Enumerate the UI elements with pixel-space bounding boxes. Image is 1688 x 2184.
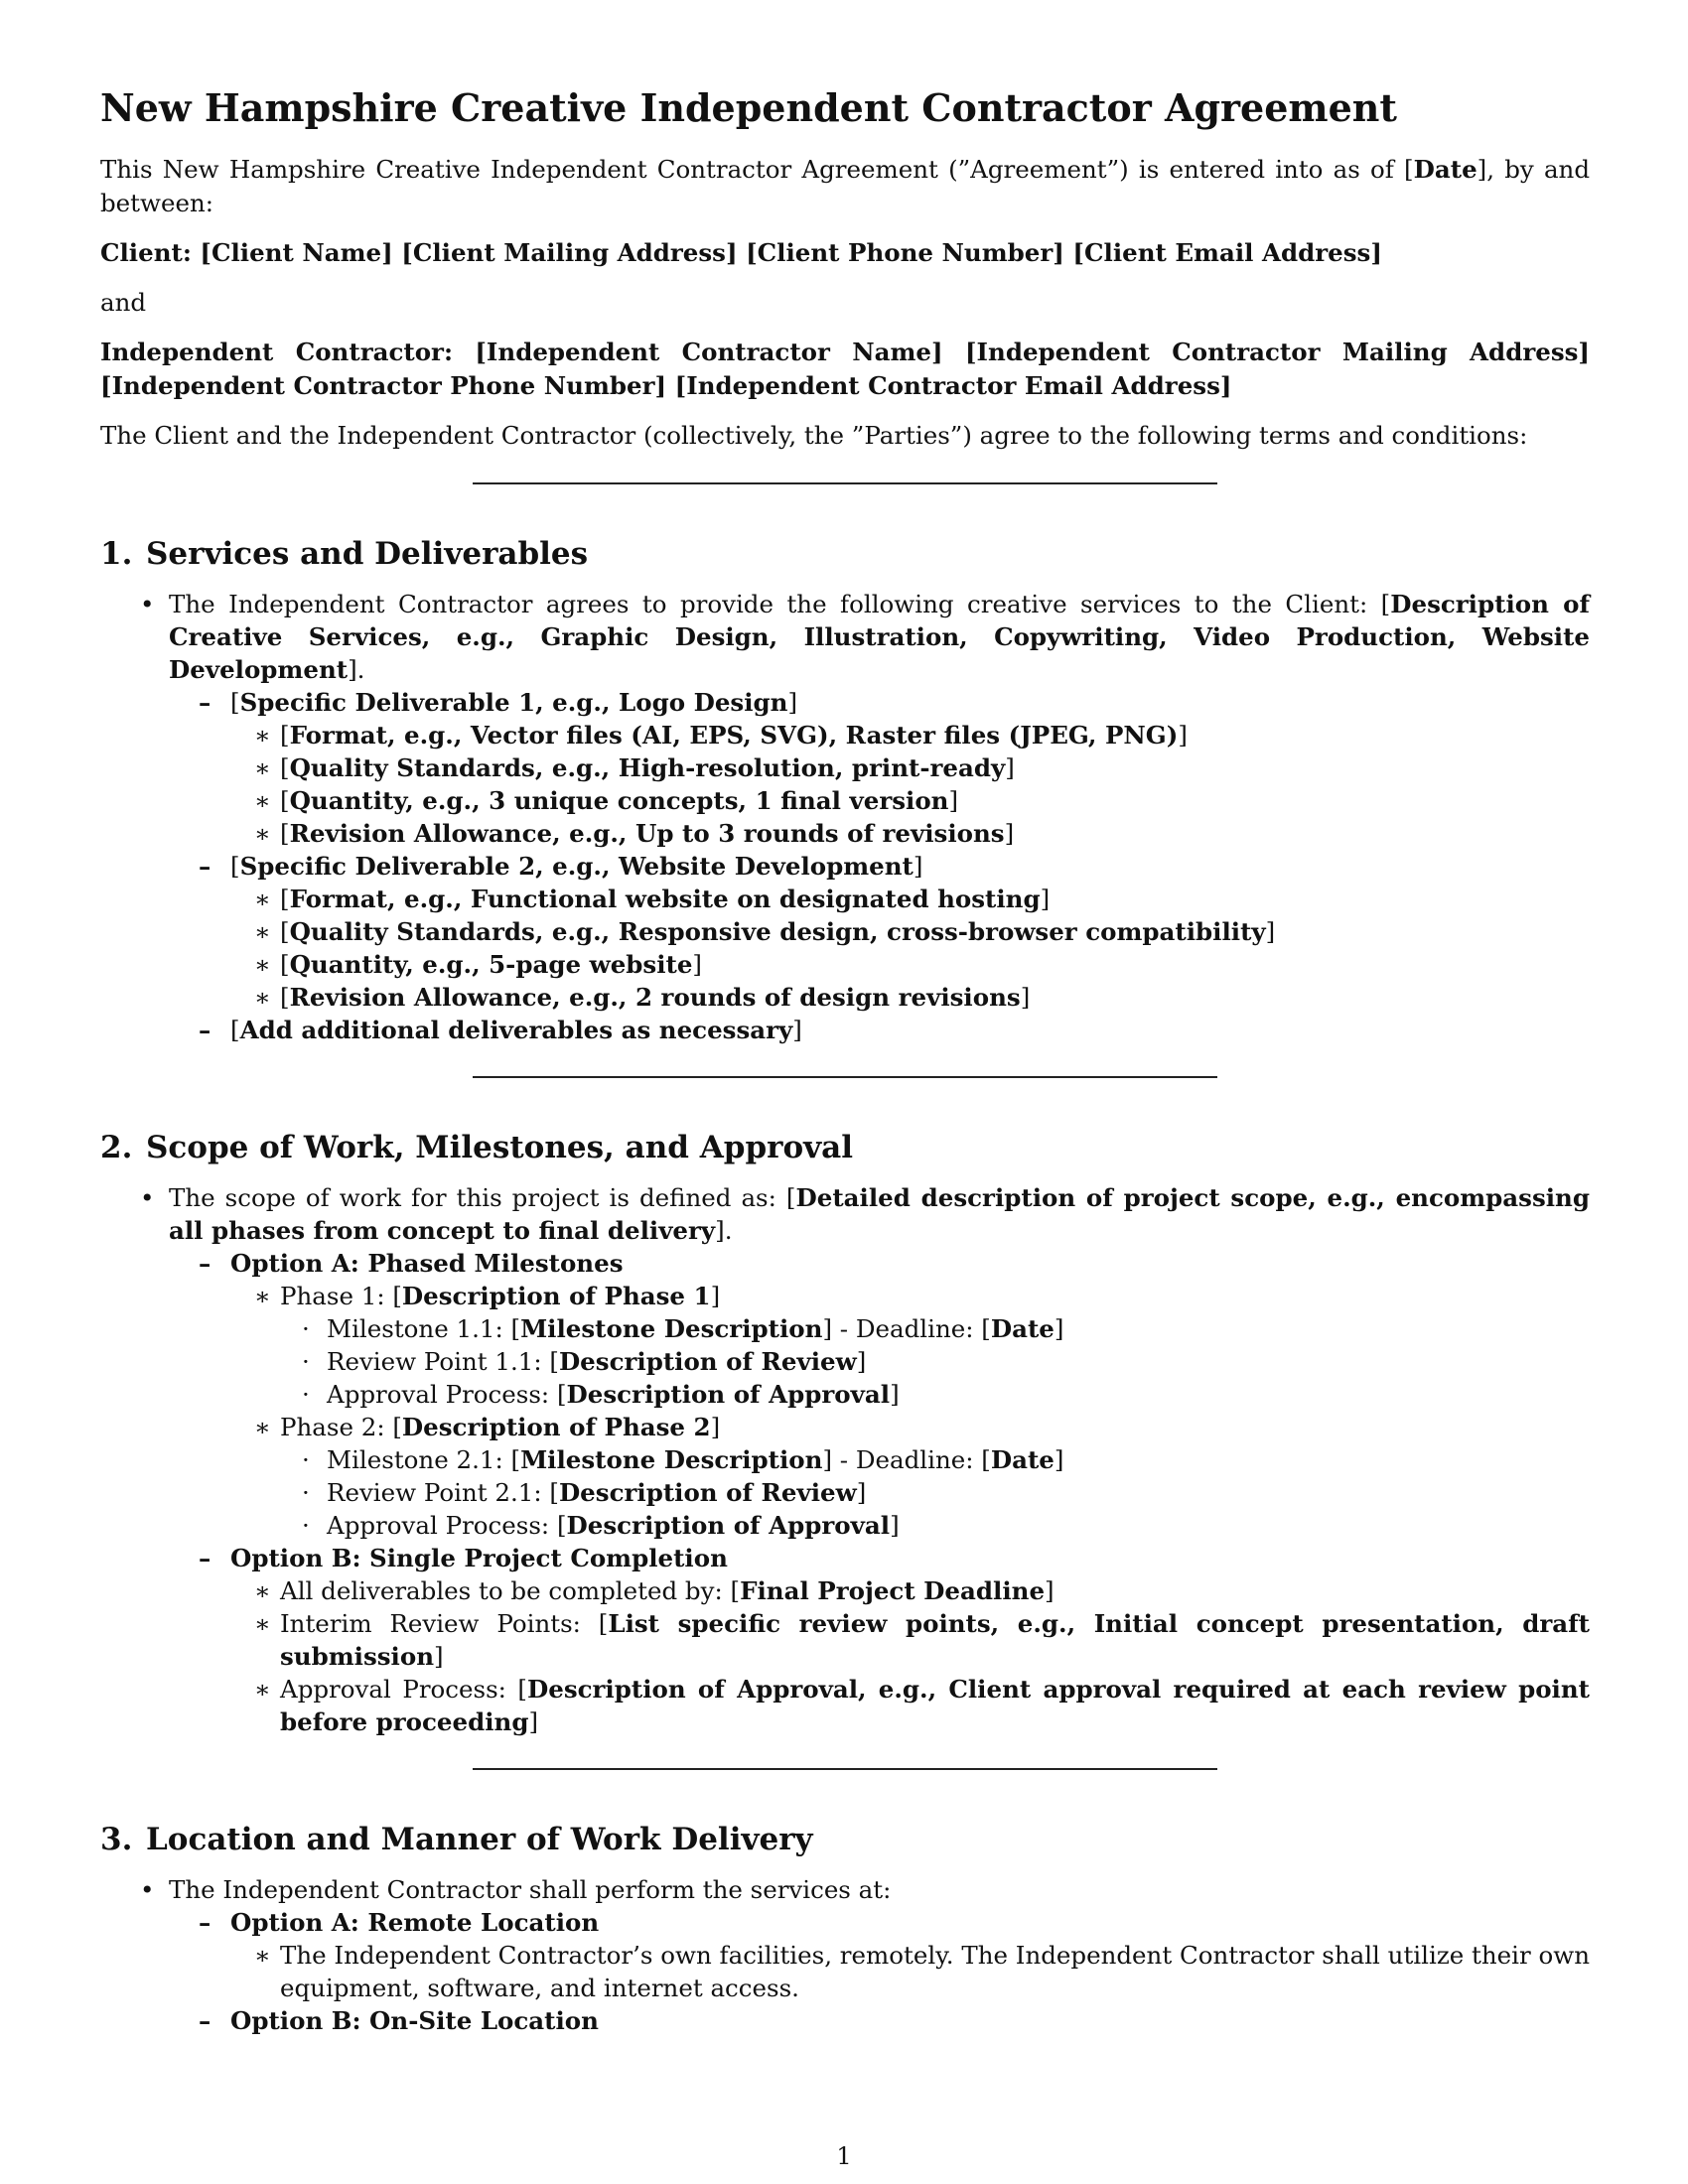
list-item: ∗ [Format, e.g., Vector files (AI, EPS, SVG), Raster files (JPEG, PNG)] [254,720,1188,750]
list-item: – Option B: On-Site Location [199,2005,599,2035]
list-item: ∗ [Quality Standards, e.g., High-resolution, print-ready] [254,752,1015,782]
list-item: – Option A: Remote Location [199,1907,600,1937]
list-item: ∗ Phase 2: [Description of Phase 2] [254,1412,721,1441]
list-item: ∗ [Quantity, e.g., 3 unique concepts, 1 final version] [254,785,959,815]
list-item: – [Specific Deliverable 2, e.g., Website Development] [199,851,923,881]
list-item: • The Independent Contractor agrees to provide the following creative services to the Client: [Description of Creative Services, e.g., Graphic Design, Illustration, Copywriting, Video Production, Website Development]. [140,589,1590,684]
and-text: and [100,287,147,317]
list-item: • The scope of work for this project is defined as: [Detailed description of project scope, e.g., encompassing all phases from concept to final delivery]. [140,1182,1590,1245]
list-item: · Milestone 1.1: [Milestone Description] - Deadline: [Date] [302,1313,1064,1343]
list-item: · Milestone 2.1: [Milestone Description] - Deadline: [Date] [302,1444,1064,1474]
client-block: Client: [Client Name] [Client Mailing Address] [Client Phone Number] [Client Email Address] [100,237,1382,267]
list-item: ∗ Phase 1: [Description of Phase 1] [254,1281,721,1310]
list-item: ∗ [Format, e.g., Functional website on designated hosting] [254,884,1051,913]
list-item: ∗ The Independent Contractor’s own facilities, remotely. The Independent Contractor shall utilize their own equipment, software, and internet access. [254,1940,1590,2002]
list-item: – [Specific Deliverable 1, e.g., Logo Design] [199,687,798,717]
section-divider [473,1076,1217,1078]
parties-paragraph: The Client and the Independent Contractor (collectively, the ”Parties”) agree to the following terms and conditions: [100,420,1528,450]
section-divider [473,1768,1217,1770]
list-item: · Approval Process: [Description of Approval] [302,1510,900,1540]
list-item: · Review Point 1.1: [Description of Review] [302,1346,867,1376]
page-number: 1 [836,2142,852,2170]
list-item: ∗ [Revision Allowance, e.g., 2 rounds of design revisions] [254,982,1031,1012]
list-item: – Option B: Single Project Completion [199,1543,728,1572]
list-item: ∗ [Quality Standards, e.g., Responsive design, cross-browser compatibility] [254,916,1276,946]
list-item: – [Add additional deliverables as necessary] [199,1015,802,1044]
list-item: ∗ [Revision Allowance, e.g., Up to 3 rounds of revisions] [254,818,1015,848]
intro-paragraph: This New Hampshire Creative Independent Contractor Agreement (”Agreement”) is entered into as of [Date], by and between: [100,154,1591,217]
section-1-heading: 1. Services and Deliverables [100,535,589,572]
section-3-heading: 3. Location and Manner of Work Delivery [100,1821,813,1857]
document-page [100,85,1590,2037]
intro-date: Date [1413,154,1477,184]
document-title: New Hampshire Creative Independent Contractor Agreement [100,85,1397,130]
list-item: – Option A: Phased Milestones [199,1248,624,1278]
list-item: ∗ Interim Review Points: [List specific review points, e.g., Initial concept presentation, draft submission] [254,1608,1591,1671]
list-item: · Approval Process: [Description of Approval] [302,1379,900,1409]
contractor-block: Independent Contractor: [Independent Contractor Name] [Independent Contractor Mailing Address] [Independent Contractor Phone Number] [Independent Contractor Email Address] [100,337,1590,400]
section-1-list [100,588,1590,1046]
section-divider [473,482,1217,484]
list-item: ∗ [Quantity, e.g., 5-page website] [254,949,702,979]
section-3-list [100,1873,1590,2037]
list-item: ∗ All deliverables to be completed by: [Final Project Deadline] [254,1575,1055,1605]
list-item: ∗ Approval Process: [Description of Approval, e.g., Client approval required at each review point before proceeding] [254,1674,1590,1736]
section-2-list [100,1181,1590,1738]
list-item: · Review Point 2.1: [Description of Review] [302,1477,867,1507]
list-item: • The Independent Contractor shall perform the services at: [140,1874,892,1904]
section-2-heading: 2. Scope of Work, Milestones, and Approval [100,1129,854,1165]
